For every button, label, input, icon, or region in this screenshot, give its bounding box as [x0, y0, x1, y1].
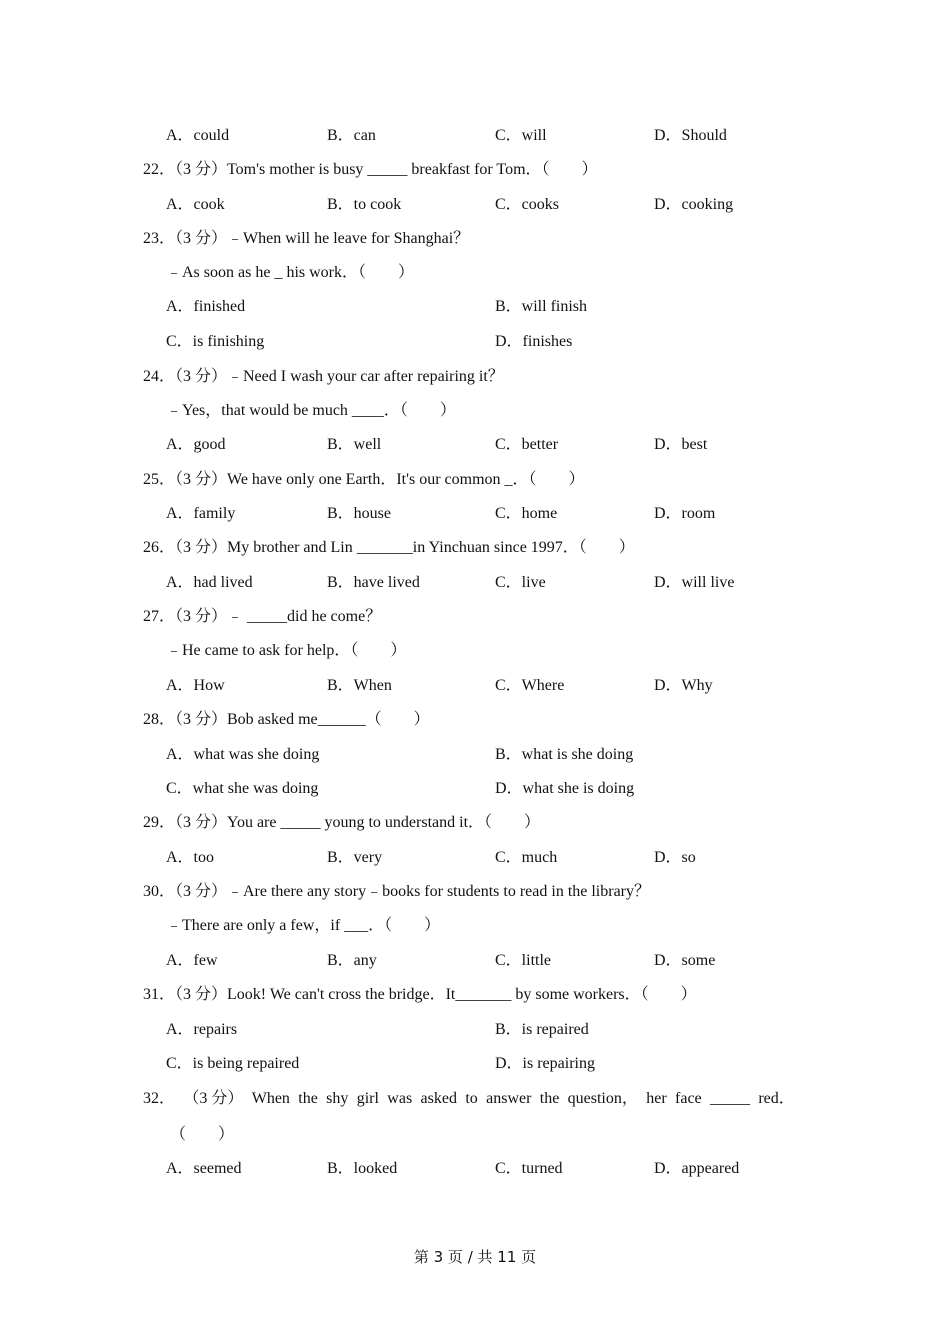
q32-stem	[143, 1089, 795, 1109]
q31-option-c: C．is being repaired	[166, 1055, 300, 1072]
q21-option-c: C．will	[495, 127, 547, 144]
q25-option-a: A．family	[166, 505, 236, 522]
q32-word: shy	[326, 1090, 349, 1107]
q24-reply: ﹣Yes，that would be much ____．（ ）	[166, 402, 456, 419]
q23-option-c: C．is finishing	[166, 333, 265, 350]
q26-option-b: B．have lived	[327, 574, 420, 591]
q32-word: the	[298, 1090, 318, 1107]
q32-word: girl	[356, 1090, 379, 1107]
q29-stem: 29．（3 分）You are _____ young to understand it．（ ）	[143, 814, 541, 831]
q31-option-d: D．is repairing	[495, 1055, 595, 1072]
page-number-footer: 第 3 页 / 共 11 页	[413, 1248, 537, 1266]
q27-option-d: D．Why	[654, 677, 713, 694]
q29-option-b: B．very	[327, 849, 383, 866]
q27-reply: ﹣He came to ask for help．（ ）	[166, 642, 407, 659]
q25-stem: 25．（3 分）We have only one Earth．It's our common _．（ ）	[143, 471, 585, 488]
q31-stem: 31．（3 分）Look! We can't cross the bridge．It_______ by some workers．（ ）	[143, 986, 697, 1003]
q29-option-d: D．so	[654, 849, 696, 866]
q32-word: 32．	[143, 1090, 176, 1107]
q24-option-c: C．better	[495, 436, 559, 453]
q29-option-c: C．much	[495, 849, 558, 866]
q21-option-b: B．can	[327, 127, 376, 144]
q28-stem: 28．（3 分）Bob asked me______（ ）	[143, 711, 430, 728]
q27-option-b: B．When	[327, 677, 392, 694]
q25-option-d: D．room	[654, 505, 716, 522]
q26-option-a: A．had lived	[166, 574, 253, 591]
q22-option-a: A．cook	[166, 196, 225, 213]
q32-word: asked	[420, 1090, 457, 1107]
q25-option-c: C．home	[495, 505, 558, 522]
q22-option-c: C．cooks	[495, 196, 560, 213]
q25-option-b: B．house	[327, 505, 392, 522]
q32-word: the	[539, 1090, 560, 1107]
q32-word: her	[646, 1090, 667, 1107]
q23-stem: 23．（3 分）﹣When will he leave for Shanghai？	[143, 230, 470, 247]
q29-option-a: A．too	[166, 849, 215, 866]
q32-option-a: A．seemed	[166, 1160, 242, 1177]
q32-word: question，	[567, 1090, 638, 1107]
q31-option-b: B．is repaired	[495, 1021, 589, 1038]
q24-stem: 24．（3 分）﹣Need I wash your car after repairing it？	[143, 368, 504, 385]
q28-option-b: B．what is she doing	[495, 746, 634, 763]
q24-option-b: B．well	[327, 436, 382, 453]
q32-word: face	[675, 1090, 702, 1107]
q26-option-c: C．live	[495, 574, 546, 591]
q31-option-a: A．repairs	[166, 1021, 238, 1038]
q21-option-d: D．Should	[654, 127, 727, 144]
q28-option-c: C．what she was doing	[166, 780, 319, 797]
q32-word: （3 分）	[183, 1090, 244, 1107]
q32-word: was	[387, 1090, 413, 1107]
q27-stem: 27．（3 分）﹣ _____did he come？	[143, 608, 382, 625]
q32-word: When	[251, 1090, 290, 1107]
q30-option-d: D．some	[654, 952, 716, 969]
q28-option-a: A．what was she doing	[166, 746, 320, 763]
q27-option-c: C．Where	[495, 677, 565, 694]
q30-option-c: C．little	[495, 952, 552, 969]
q27-option-a: A．How	[166, 677, 225, 694]
q30-option-b: B．any	[327, 952, 377, 969]
q30-option-a: A．few	[166, 952, 218, 969]
q32-option-c: C．turned	[495, 1160, 563, 1177]
q32-paren: （ ）	[170, 1126, 235, 1143]
q30-stem: 30．（3 分）﹣Are there any story﹣books for students to read in the library？	[143, 883, 651, 900]
q28-option-d: D．what she is doing	[495, 780, 635, 797]
q32-word: _____	[710, 1090, 750, 1107]
q26-option-d: D．will live	[654, 574, 735, 591]
q32-word: to	[465, 1090, 478, 1107]
q32-option-d: D．appeared	[654, 1160, 740, 1177]
q26-stem: 26．（3 分）My brother and Lin _______in Yinchuan since 1997．（ ）	[143, 539, 635, 556]
q21-option-a: A．could	[166, 127, 230, 144]
q24-option-d: D．best	[654, 436, 708, 453]
q30-reply: ﹣There are only a few，if ___．（ ）	[166, 917, 441, 934]
q32-word: answer	[486, 1090, 532, 1107]
q23-reply: ﹣As soon as he _ his work．（ ）	[166, 264, 414, 281]
q32-option-b: B．looked	[327, 1160, 398, 1177]
q22-option-d: D．cooking	[654, 196, 734, 213]
q23-option-a: A．finished	[166, 298, 246, 315]
q32-word: red．	[758, 1090, 795, 1107]
q23-option-b: B．will finish	[495, 298, 588, 315]
q23-option-d: D．finishes	[495, 333, 573, 350]
q22-option-b: B．to cook	[327, 196, 402, 213]
q22-stem: 22．（3 分）Tom's mother is busy _____ breakfast for Tom．（ ）	[143, 161, 598, 178]
q24-option-a: A．good	[166, 436, 226, 453]
